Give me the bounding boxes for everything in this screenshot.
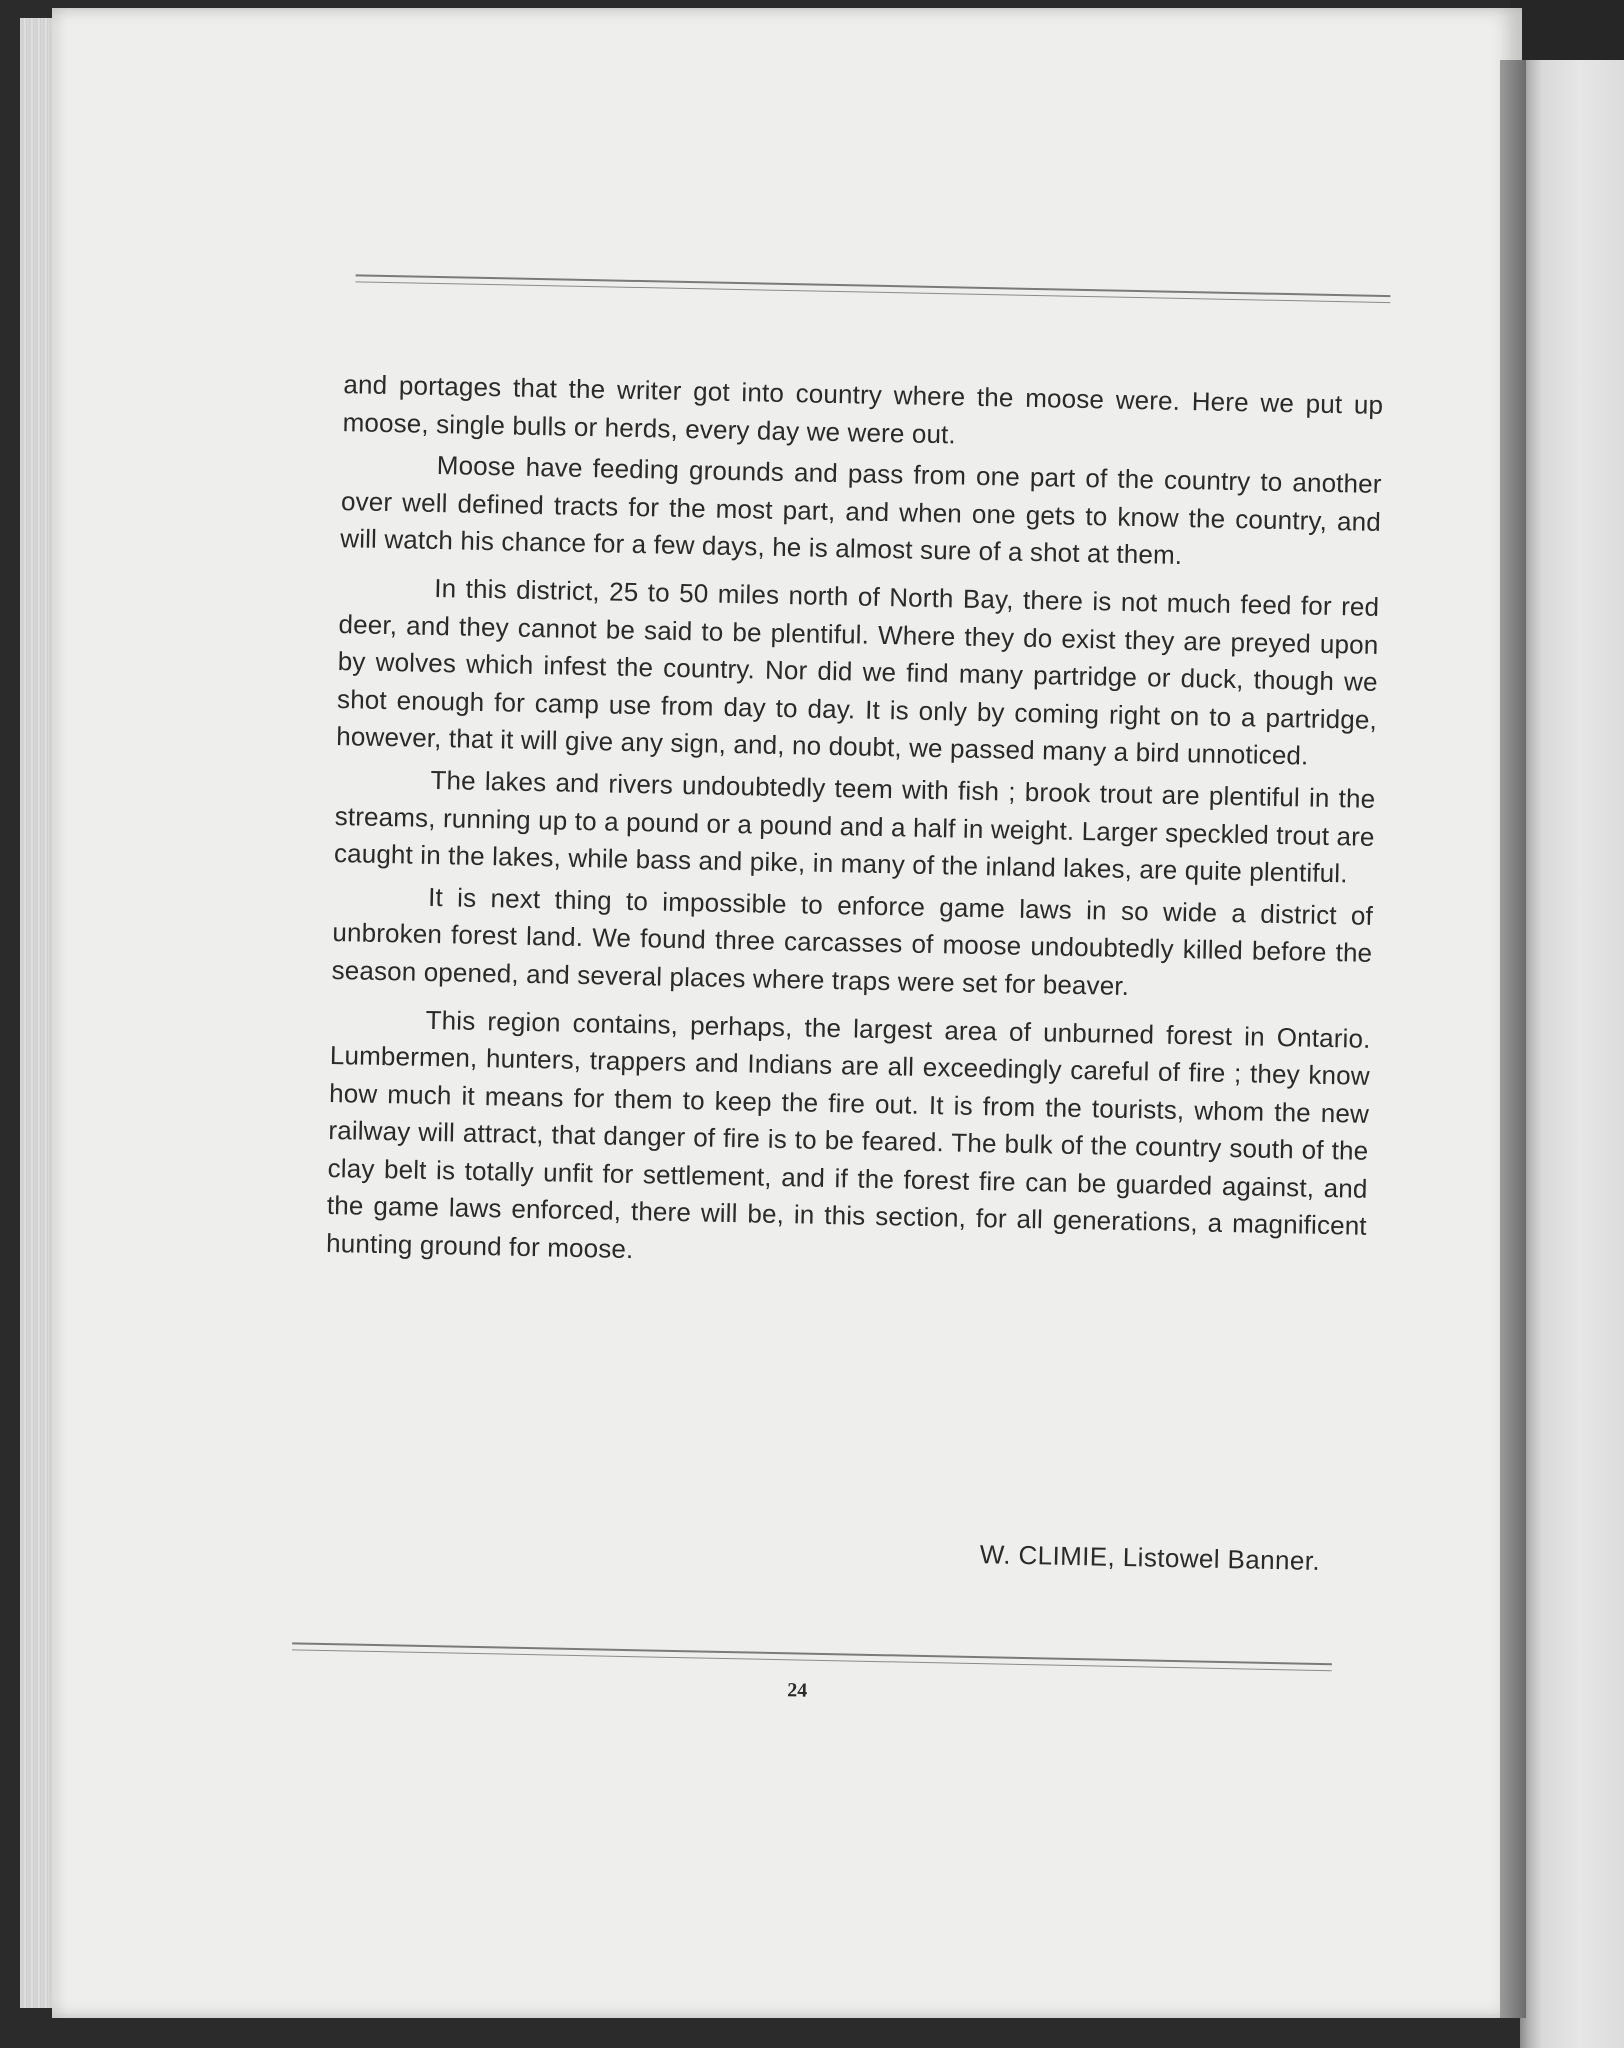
paragraph-6: This region contains, perhaps, the largest area of unburned forest in Ontario. Lumbermen, hunters, trappers and Indians are all exceedingly careful of fire ; they know how much it means for them to keep the fire out. It is from the tourists, whom the new railway will attract, that danger of fire is to be feared. The bulk of the country south of the clay belt is totally unfit for settlement, and if the forest fire can be guarded against, and the game laws enforced, there will be, in this section, for all generations, a magnificent hunting ground for moose. bbox=[325, 1004, 1371, 1265]
body-text bbox=[326, 366, 1384, 1287]
text-block bbox=[274, 257, 1385, 1858]
paragraph-1: and portages that the writer got into country where the moose were. Here we put up moose, single bulls or herds, every day we were out. bbox=[342, 369, 1384, 449]
page-gutter-shadow bbox=[1500, 60, 1526, 2018]
book-cover-edge bbox=[1520, 60, 1624, 2048]
author-signature: W. CLIMIE, Listowel Banner. bbox=[979, 1539, 1321, 1576]
bottom-rule bbox=[292, 1642, 1332, 1671]
paragraph-5: It is next thing to impossible to enforce game laws in so wide a district of unbroken forest land. We found three carcasses of moose undoubtedly killed before the season opened, and several places where traps were set for beaver. bbox=[331, 881, 1374, 1001]
page-number: 24 bbox=[787, 1679, 808, 1702]
paragraph-3: In this district, 25 to 50 miles north of North Bay, there is not much feed for red deer, and they cannot be said to be plentiful. Where they do exist they are preyed upon by wolves which infest the country. Nor did we find many partridge or duck, though we shot enough for camp use from day to day. It is only by coming right on to a partridge, however, that it will give any sign, and, no doubt, we passed many a bird unnoticed. bbox=[336, 572, 1380, 771]
top-rule bbox=[355, 274, 1390, 303]
paragraph-2: Moose have feeding grounds and pass from one part of the country to another over well defined tracts for the most part, and when one gets to know the country, and will watch his chance for a few days, he is almost sure of a shot at them. bbox=[340, 450, 1382, 571]
paragraph-4: The lakes and rivers undoubtedly teem with fish ; brook trout are plentiful in the streams, running up to a pound or a pound and a half in weight. Larger speckled trout are caught in the lakes, while bass and pike, in many of the inland lakes, are quite plentiful. bbox=[333, 764, 1376, 889]
